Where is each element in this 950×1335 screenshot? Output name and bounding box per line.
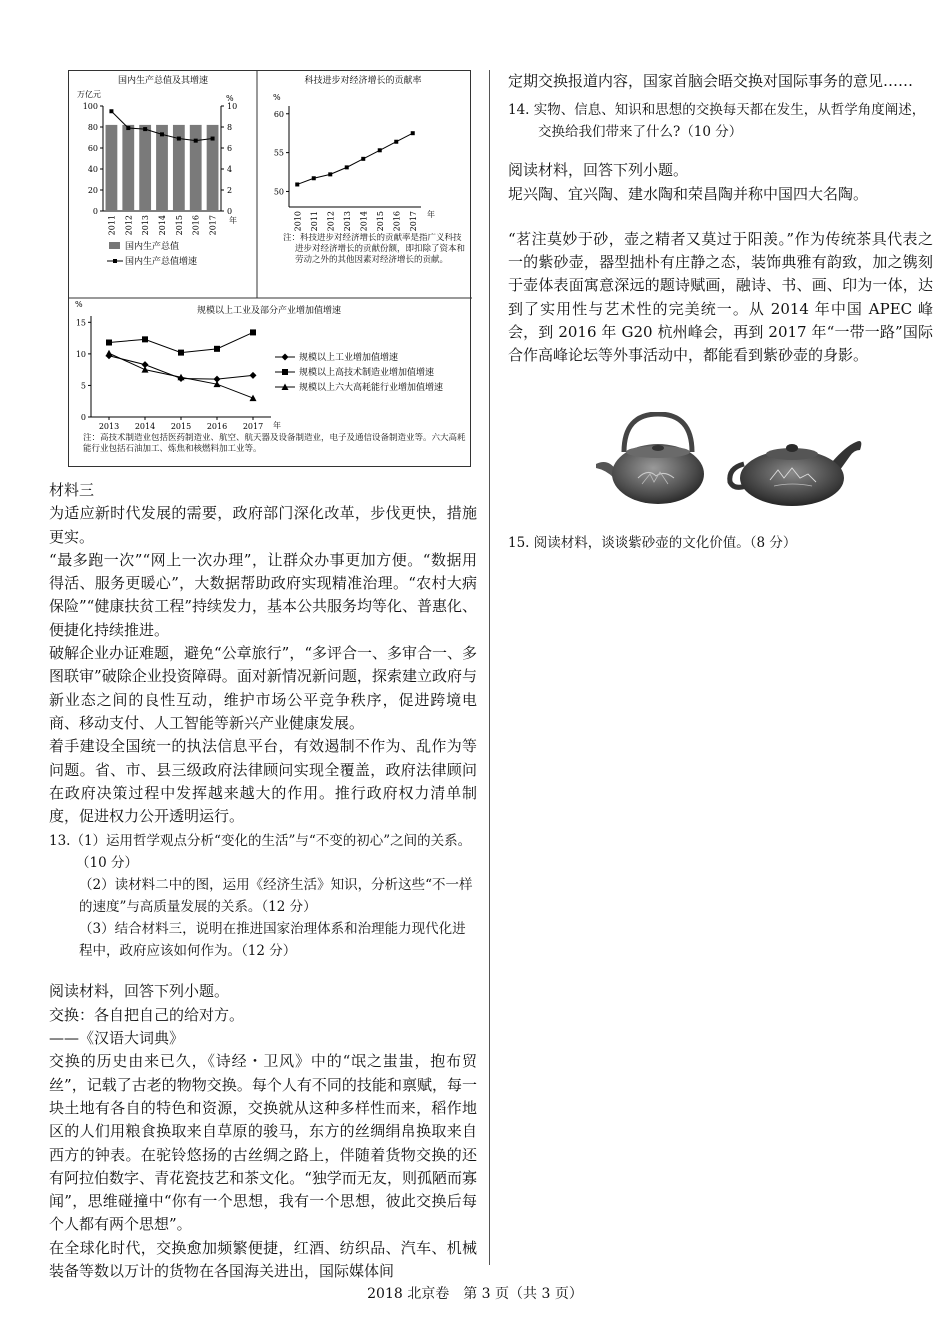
chart3-y-unit: % xyxy=(75,300,83,309)
chart1-x-label: 2017 xyxy=(208,215,218,236)
chart2-point xyxy=(411,131,415,135)
chart3-series-point-2 xyxy=(106,340,112,346)
column-divider xyxy=(489,70,490,1265)
material-three-p1: 为适应新时代发展的需要，政府部门深化改革，步伐更快，措施更实。 xyxy=(49,504,477,546)
chart2-title: 科技进步对经济增长的贡献率 xyxy=(304,76,422,86)
chart1-legend-line-marker xyxy=(113,259,117,263)
read-instruction-1: 阅读材料，回答下列小题。 xyxy=(49,982,230,1001)
material-three-p3: 破解企业办证难题，避免“公章旅行”，“多评合一、多审合一、多图联审”破除企业投资障碍。面对新情况新问题，探索建立政府与新业态之间的良性互动，维护市场公平竞争秩序，促进跨境电商、移动支付、人工智能等新兴产业健康发展。 xyxy=(49,644,478,732)
chart3-series-point-3 xyxy=(142,366,149,373)
exchange-material xyxy=(49,980,477,1283)
chart3-tick-label: 5 xyxy=(80,381,86,391)
chart3-legend-label-2: 规模以上高技术制造业增加值增速 xyxy=(299,368,435,378)
teapots-image xyxy=(594,412,884,510)
chart1-right-tick-label: 4 xyxy=(227,165,233,174)
question-14 xyxy=(508,99,933,143)
pottery-intro xyxy=(508,159,933,206)
chart1-growth-point xyxy=(126,126,130,130)
chart1-left-unit: 万亿元 xyxy=(77,90,101,99)
material-three-p4: 着手建设全国统一的执法信息平台，有效遏制不作为、乱作为等问题。省、市、县三级政府法律顾问实现全覆盖，政府法律顾问在政府决策过程中发挥越来越大的作用。推行政府权力清单制度，促进权力公开透明运行。 xyxy=(49,737,477,826)
chart1-x-label: 2016 xyxy=(191,215,201,236)
left-column xyxy=(49,70,477,1283)
chart1-right-tick-label: 6 xyxy=(227,144,233,153)
chart1-title: 国内生产总值及其增速 xyxy=(117,76,209,86)
chart3-x-unit: 年 xyxy=(273,421,281,430)
chart1-left-tick-label: 20 xyxy=(87,186,98,195)
chart1-legend-gdp: 国内生产总值 xyxy=(125,242,180,252)
chart2-point xyxy=(312,176,316,180)
exchange-continuation: 定期交换报道内容，国家首脑会晤交换对国际事务的意见…… xyxy=(508,72,914,90)
definition-source: ——《汉语大词典》 xyxy=(49,1029,185,1048)
chart1-x-label: 2015 xyxy=(174,215,184,236)
chart1-right-tick-label: 0 xyxy=(227,207,233,216)
chart1-legend-bar-swatch xyxy=(109,242,120,249)
page-footer: 2018 北京卷 第 3 页（共 3 页） xyxy=(367,1286,583,1302)
chart3-x-label: 2017 xyxy=(242,422,264,431)
chart1-x-unit: 年 xyxy=(229,216,237,225)
material-three xyxy=(49,479,477,828)
chart1-right-tick-label: 8 xyxy=(227,123,233,132)
chart1-left-tick-label: 100 xyxy=(82,102,98,111)
question-13-part2: （2）读材料二中的图，运用《经济生活》知识，分析这些“不一样的速度”与高质量发展的关系。（12 分） xyxy=(79,877,473,916)
chart1-x-label: 2012 xyxy=(124,215,134,236)
chart1-bar xyxy=(122,125,134,211)
chart1-bar xyxy=(139,125,151,211)
chart3-tick-label: 15 xyxy=(75,318,86,328)
chart3-series-point-1 xyxy=(250,372,257,379)
chart1-legend-growth: 国内生产总值增速 xyxy=(125,257,198,267)
chart2-x-label: 2014 xyxy=(359,211,369,232)
figure-charts xyxy=(68,70,471,467)
teapot-right xyxy=(730,441,862,506)
chart2-x-label: 2013 xyxy=(342,211,352,232)
chart1-growth-point xyxy=(109,109,113,113)
chart3-legend-label-1: 规模以上工业增加值增速 xyxy=(299,353,399,363)
chart3-title: 规模以上工业及部分产业增加值增速 xyxy=(196,306,342,316)
chart3-series-point-2 xyxy=(178,350,184,356)
zisha-material: “茗注莫妙于砂，壶之精者又莫过于阳羡。”作为传统茶具代表之一的紫砂壶，器型拙朴有庄静之态，装饰典雅有韵致，加之镌刻于壶体表面寓意深远的题诗赋画，融诗、书、画、印为一体，达到了实用性与艺术性的完美统一。从 2014 年中国 APEC 峰会，到 2016 年 G20 杭州峰会，再到 2017 年“一带一路”国际合作高峰论坛等外事活动中，都能看到紫砂壶的身影。 xyxy=(508,229,933,365)
exchange-paragraph-1: 交换的历史由来已久，《诗经・卫风》中的“氓之蚩蚩，抱布贸丝”，记载了古老的物物交换。每个人有不同的技能和禀赋，每一块土地有各自的特色和资源，交换就从这种多样性而来，稻作地区的人们用粮食换取来自草原的骏马，东方的丝绸绢帛换取来自西方的钟表。在驼铃悠扬的古丝绸之路上，伴随着货物交换的还有阿拉伯数字、青花瓷技艺和茶文化。“独学而无友，则孤陋而寡闻”，思维碰撞中“你有一个思想，我有一个思想，彼此交换后每个人都有两个思想”。 xyxy=(49,1052,477,1234)
chart3-legend-label-3: 规模以上六大高耗能行业增加值增速 xyxy=(299,383,444,393)
material-three-p2: “最多跑一次”“网上一次办理”，让群众办事更加方便。“数据用得活、服务更暖心”，大数据帮助政府实现精准治理。“农村大病保险”“健康扶贫工程”持续发力，基本公共服务均等化、普惠化、便捷化持续推进。 xyxy=(49,550,478,639)
chart1-left-tick-label: 80 xyxy=(87,123,98,132)
chart3-note-container xyxy=(77,433,467,467)
question-13 xyxy=(49,830,477,962)
chart2-point xyxy=(345,165,349,169)
chart1-right-tick-label: 10 xyxy=(227,102,238,111)
chart2-point xyxy=(361,157,365,161)
chart3-series-point-2 xyxy=(214,346,220,352)
chart2-x-label: 2015 xyxy=(375,211,385,232)
chart3-note: 注：高技术制造业包括医药制造业、航空、航天器及设备制造业，电子及通信设备制造业等。六大高耗能行业包括石油加工、炼焦和核燃料加工业等。 xyxy=(83,433,466,454)
chart3-x-label: 2016 xyxy=(206,422,228,431)
chart1-x-label: 2013 xyxy=(141,215,151,236)
four-potteries: 坭兴陶、宜兴陶、建水陶和荣昌陶并称中国四大名陶。 xyxy=(508,184,869,203)
chart3-series-point-2 xyxy=(250,329,256,335)
chart3-legend-marker-2 xyxy=(282,369,288,375)
read-instruction-2: 阅读材料，回答下列小题。 xyxy=(508,161,689,180)
chart2-tick-label: 50 xyxy=(273,187,284,197)
chart3-series-point-3 xyxy=(106,350,113,357)
chart2-x-label: 2011 xyxy=(309,211,319,232)
chart2-note: 注：科技进步对经济增长的贡献率是指广义科技进步对经济增长的贡献份额，即扣除了资本和劳动之外的其他因素对经济增长的贡献。 xyxy=(283,233,466,265)
exchange-definition: 交换：各自把自己的给对方。 xyxy=(49,1005,245,1024)
chart2-point xyxy=(328,172,332,176)
chart2-point xyxy=(394,140,398,144)
chart1-bar xyxy=(106,125,118,211)
chart2-x-label: 2010 xyxy=(293,211,303,232)
chart2-note-container xyxy=(265,233,469,295)
chart3-x-label: 2014 xyxy=(134,422,156,431)
chart3-x-label: 2013 xyxy=(98,422,120,431)
chart2-y-unit: % xyxy=(273,93,281,102)
chart2-x-label: 2016 xyxy=(392,211,402,232)
chart1-right-tick-label: 2 xyxy=(227,186,233,195)
question-14-text: 14. 实物、信息、知识和思想的交换每天都在发生，从哲学角度阐述，交换给我们带来了什么?（10 分） xyxy=(508,102,926,141)
chart2-point xyxy=(378,148,382,152)
chart3-tick-label: 0 xyxy=(80,413,86,422)
chart1-growth-point xyxy=(177,137,181,141)
chart1-growth-point xyxy=(160,132,164,136)
chart1-growth-point xyxy=(194,139,198,143)
chart3-series-point-3 xyxy=(250,395,257,402)
chart1-growth-point xyxy=(143,127,147,131)
chart2-x-label: 2012 xyxy=(326,211,336,232)
chart2-point xyxy=(295,182,299,186)
chart1-left-tick-label: 60 xyxy=(87,144,98,153)
chart2-x-label: 2017 xyxy=(408,211,418,232)
question-15: 15. 阅读材料，谈谈紫砂壶的文化价值。（8 分） xyxy=(508,534,797,551)
chart1-bar xyxy=(190,125,202,211)
chart3-x-label: 2015 xyxy=(170,422,192,431)
exchange-paragraph-2: 在全球化时代，交换愈加频繁便捷，红酒、纺织品、汽车、机械装备等数以万计的货物在各国海关进出，国际媒体间 xyxy=(49,1238,477,1281)
chart2-x-unit: 年 xyxy=(427,210,435,219)
chart3-tick-label: 10 xyxy=(75,349,86,359)
charts-svg xyxy=(69,71,472,468)
chart2-tick-label: 55 xyxy=(273,148,284,158)
chart3-legend-marker-1 xyxy=(282,354,289,361)
question-13-part1: 13.（1）运用哲学观点分析“变化的生活”与“不变的初心”之间的关系。（10 分） xyxy=(49,833,472,872)
chart1-left-tick-label: 40 xyxy=(87,165,98,174)
chart2-tick-label: 60 xyxy=(273,109,284,119)
chart1-x-label: 2011 xyxy=(107,215,117,236)
material-three-title: 材料三 xyxy=(49,481,95,499)
chart3-series-line-2 xyxy=(109,332,253,352)
chart3-series-point-2 xyxy=(142,336,148,342)
chart1-growth-point xyxy=(211,137,215,141)
chart1-left-tick-label: 0 xyxy=(92,207,98,216)
chart1-x-label: 2014 xyxy=(158,215,167,236)
right-column xyxy=(508,70,933,554)
chart1-bar xyxy=(156,125,168,211)
question-13-part3: （3）结合材料三，说明在推进国家治理体系和治理能力现代化进程中，政府应该如何作为。（12 分） xyxy=(79,921,466,960)
teapot-left xyxy=(596,414,704,504)
chart1-right-unit: % xyxy=(226,94,234,103)
